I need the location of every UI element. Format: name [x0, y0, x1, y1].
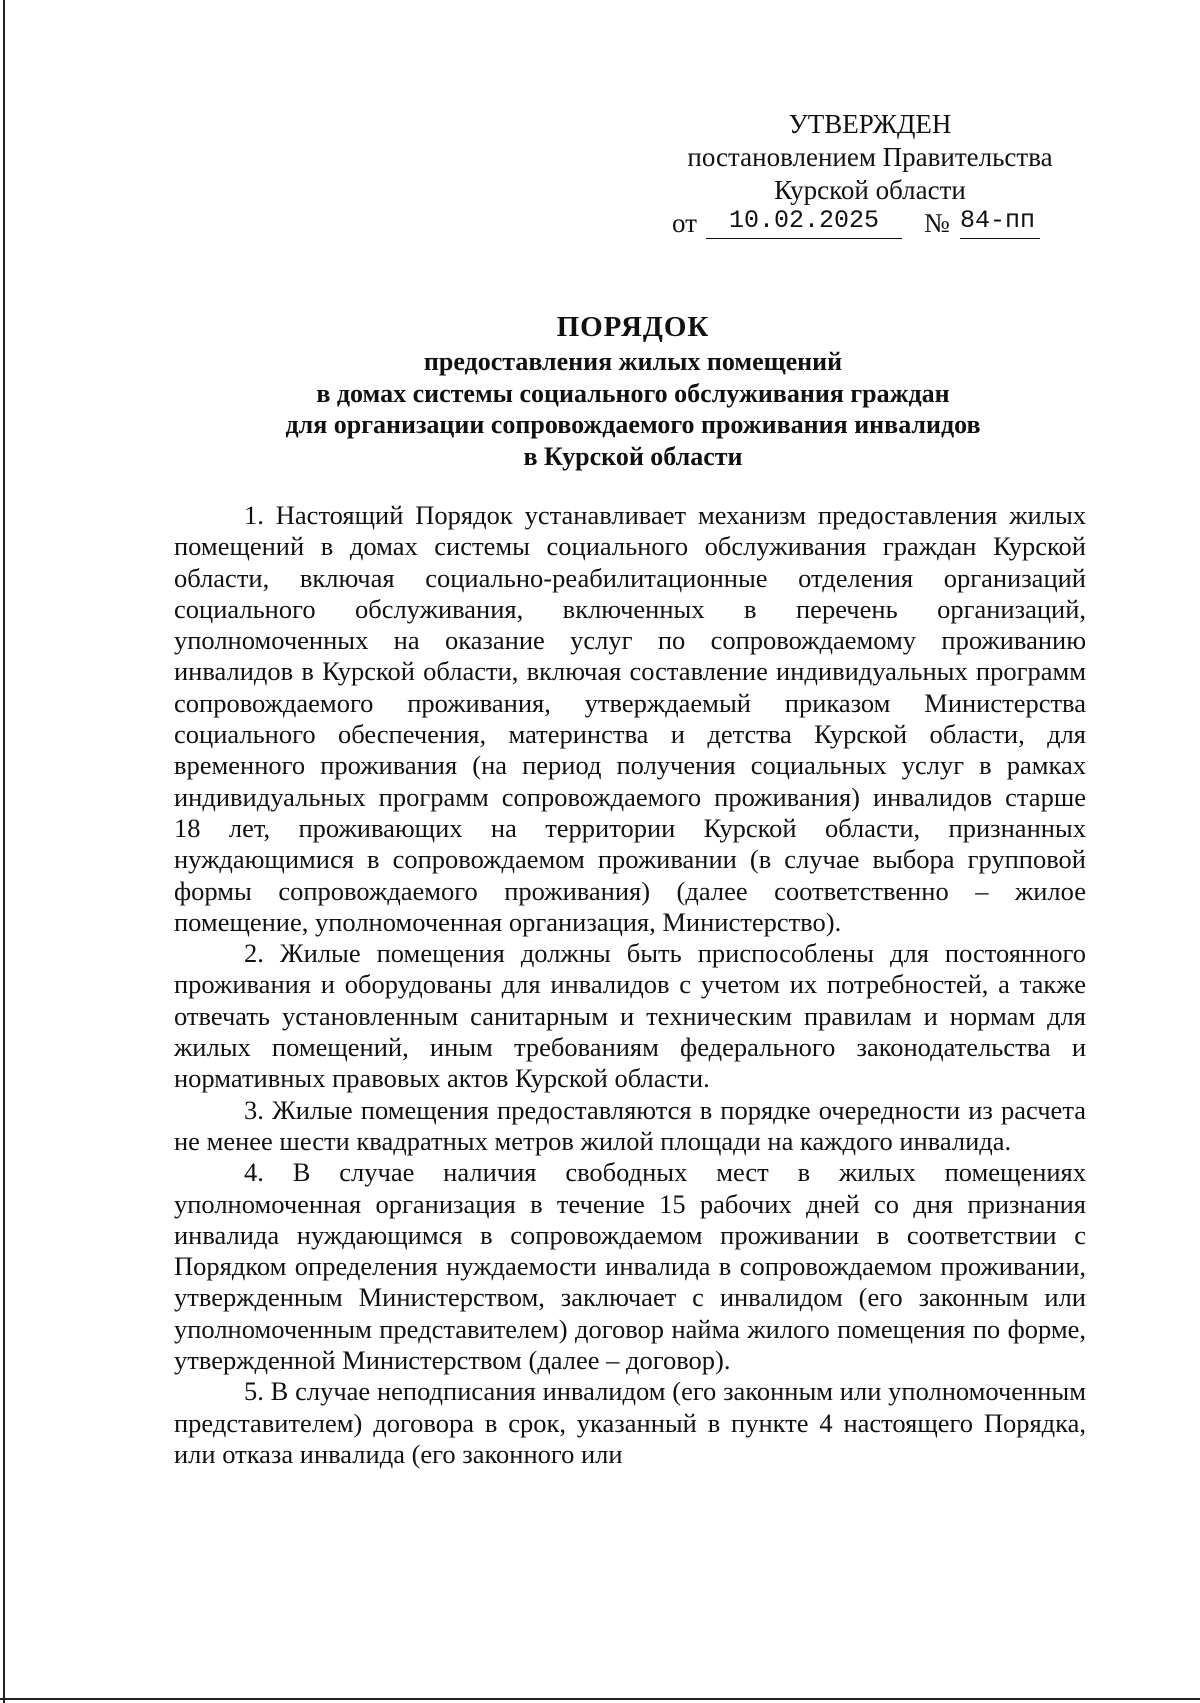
paragraph-1: 1. Настоящий Порядок устанавливает механизм предоставления жилых помещений в домах системы социального обслуживания граждан Курской области, включая социально-реабилитационные отделения организаций социального обслуживания, включенных в перечень организаций, уполномоченных на оказание услуг по сопровождаемому проживанию инвалидов в Курской области, включая составление индивидуальных программ сопровождаемого проживания, утверждаемый приказом Министерства социального обеспечения, материнства и детства Курской области, для временного проживания (на период получения социальных услуг в рамках индивидуальных программ сопровождаемого проживания) инвалидов старше 18 лет, проживающих на территории Курской области, признанных нуждающимися в сопровождаемом проживании (в случае выбора групповой формы сопровождаемого проживания) (далее соответственно – жилое помещение, уполномоченная организация, Министерство).: [174, 500, 1086, 937]
paragraph-2: 2. Жилые помещения должны быть приспособлены для постоянного проживания и оборудованы для инвалидов с учетом их потребностей, а также отвечать установленным санитарным и техническим правилам и нормам для жилых помещений, иным требованиям федерального законодательства и нормативных правовых актов Курской области.: [174, 938, 1086, 1094]
approval-stamp: УТВЕРЖДЕН: [788, 109, 952, 139]
approval-date-line: [660, 207, 1080, 243]
approval-region: Курской области: [774, 175, 966, 205]
approval-authority: постановлением Правительства: [687, 142, 1053, 172]
heading-line: в домах системы социального обслуживания граждан: [316, 378, 950, 408]
approval-date: 10.02.2025: [706, 207, 902, 239]
approval-number: 84-пп: [960, 207, 1040, 239]
paragraph-3: 3. Жилые помещения предоставляются в порядке очередности из расчета не менее шести квадратных метров жилой площади на каждого инвалида.: [174, 1094, 1086, 1156]
heading-line: в Курской области: [523, 441, 743, 471]
page-border-left: [3, 0, 5, 1703]
document-body: [174, 500, 1086, 1470]
heading-line: предоставления жилых помещений: [423, 347, 843, 376]
page-border-bottom: [0, 1698, 1200, 1700]
number-sign: №: [924, 208, 950, 238]
paragraph-4: 4. В случае наличия свободных мест в жилых помещениях уполномоченная организация в течение 15 рабочих дней со дня признания инвалида нуждающимся в сопровождаемом проживании в соответствии с Порядком определения нуждаемости инвалида в сопровождаемом проживании, утвержденным Министерством, заключает с инвалидом (его законным или уполномоченным представителем) договор найма жилого помещения по форме, утвержденной Министерством (далее – договор).: [174, 1157, 1086, 1376]
date-prefix: от: [672, 208, 697, 238]
document-heading: [173, 308, 1093, 472]
document-title: ПОРЯДОК: [556, 311, 710, 343]
paragraph-5: 5. В случае неподписания инвалидом (его законным или уполномоченным представителем) договора в срок, указанный в пункте 4 настоящего Порядка, или отказа инвалида (его законного или: [174, 1376, 1086, 1469]
approval-block: [660, 108, 1080, 243]
heading-line: для организации сопровождаемого проживания инвалидов: [285, 410, 981, 439]
